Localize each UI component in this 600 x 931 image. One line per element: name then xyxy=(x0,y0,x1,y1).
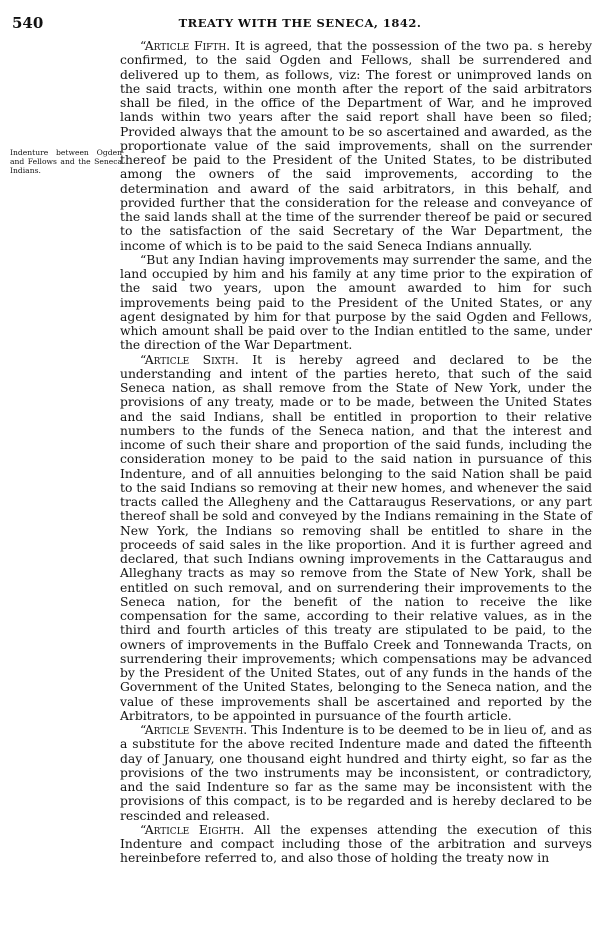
paragraph-article-sixth xyxy=(120,353,592,724)
paragraph-surrender-improvements xyxy=(120,253,592,353)
paragraph-article-eighth xyxy=(120,823,592,866)
body-text xyxy=(120,39,592,866)
article-heading: “Article Fifth. xyxy=(140,39,231,53)
paragraph-text: “But any Indian having improvements may surrender the same, and the land occupied by him and his family at any time prior to the expiration of the said two years, upon the amount awarded to him for such improvements being paid to the President of the United States, or any agent designated by him for that purpose by the said Ogden and Fellows, which amount shall be paid over to the Indian entitled to the same, under the direction of the War Department. xyxy=(120,252,592,353)
page-header xyxy=(12,14,588,34)
paragraph-text: It is agreed, that the possession of the two pa. s hereby confirmed, to the said Ogden and Fellows, shall be surrendered and delivered up to them, as follows, viz: The forest or unimproved lands on the said tracts, within one month after the report of the said arbitrators shall be filed, in the office of the Department of War, and he improved lands within two years after the said report shall have been so filed; Provided always that the amount to be so ascertained and awarded, as the proportionate value of the said improvements, shall on the surrender thereof be paid to the President of the United States, to be distributed among the owners of the said improvements, according to the determination and award of the said arbitrators, in this behalf, and provided further that the consideration for the release and conveyance of the said lands shall at the time of the surrender thereof be paid or secured to the satisfaction of the said Secretary of the War Department, the income of which is to be paid to the said Seneca Indians annually. xyxy=(120,39,592,253)
article-heading: “Article Sixth. xyxy=(140,352,239,367)
paragraph-article-fifth xyxy=(120,39,592,253)
paragraph-text: It is hereby agreed and declared to be the understanding and intent of the parties hereto, that such of the said Seneca nation, as shall remove from the State of New York, under the provisions of any treaty, made or to be made, between the United States and the said Indians, shall be entitled in proportion to their relative numbers to the funds of the Seneca nation, and that the interest and income of such their share and proportion of the said funds, including the consideration money to be paid to the said nation in pursuance of this Indenture, and of all annuities belonging to the said Nation shall be paid to the said Indians so removing at their new homes, and whenever the said tracts called the Allegheny and the Cattaraugus Reservations, or any part thereof shall be sold and conveyed by the Indians remaining in the State of New York, the Indians so removing shall be entitled to share in the proceeds of said sales in the like proportion. And it is further agreed and declared, that such Indians owning improvements in the Cattaraugus and Alleghany tracts as may so remove from the State of New York, shall be entitled on such removal, and on surrendering their improvements to the Seneca nation, for the benefit of the nation to receive the like compensation for the same, according to their relative values, as in the third and fourth articles of this treaty are stipulated to be paid, to the owners of improvements in the Buffalo Creek and Tonnewanda Tracts, on surrendering their improvements; which compensations may be advanced by the President of the United States, out of any funds in the hands of the Government of the United States, belonging to the Seneca nation, and the value of these improvements shall be ascertained and reported by the Arbitrators, to be appointed in pursuance of the fourth article. xyxy=(120,352,592,723)
paragraph-text: All the expenses attending the execution of this Indenture and compact including those of the arbitration and surveys hereinbefore referred to, and also those of holding the treaty now in xyxy=(120,822,593,866)
paragraph-text: This Indenture is to be deemed to be in lieu of, and as a substitute for the above recited Indenture made and dated the fifteenth day of January, one thousand eight hundred and thirty eight, so far as the provisions of the two instruments may be inconsistent, or contradictory, and the said Indenture so far as the same may be inconsistent with the provisions of this compact, is to be regarded and is hereby declared to be rescinded and released. xyxy=(120,723,592,823)
running-title: TREATY WITH THE SENECA, 1842. xyxy=(178,16,422,30)
paragraph-article-seventh xyxy=(120,723,592,823)
margin-note: Indenture between Ogden and Fellows and the Seneca Indians. xyxy=(10,148,122,175)
page-number: 540 xyxy=(12,14,44,32)
article-heading: “Article Eighth. xyxy=(140,822,245,837)
article-heading: “Article Seventh. xyxy=(140,723,248,737)
